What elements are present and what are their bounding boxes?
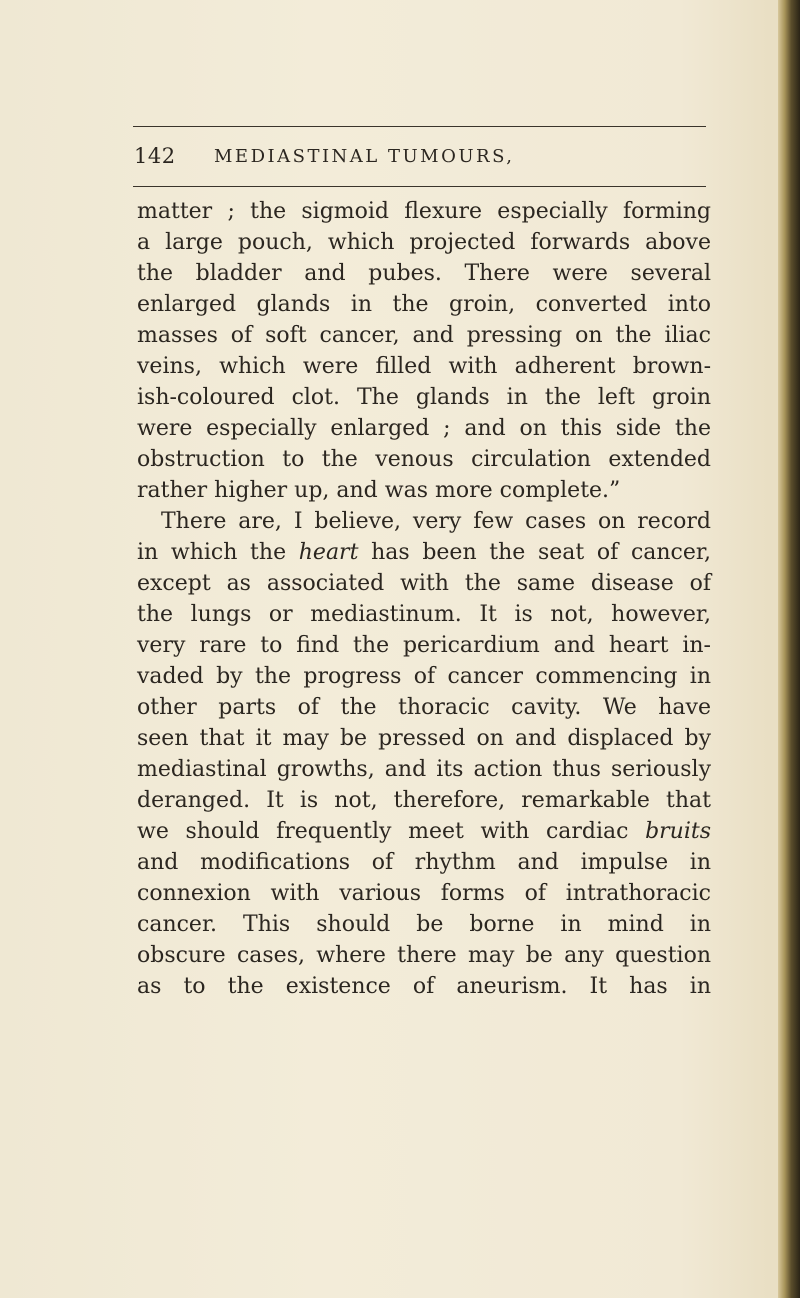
header-rule-bottom — [133, 186, 706, 187]
text-line: connexion with various forms of intrathoracic — [137, 881, 711, 906]
text-line: ish-coloured clot. The glands in the left groin — [137, 385, 711, 410]
text-line: obstruction to the venous circulation extended — [137, 447, 711, 472]
text-line — [137, 816, 711, 847]
page-edge — [778, 0, 800, 1298]
text-line: except as associated with the same disease of — [137, 571, 711, 596]
text-line: very rare to find the pericardium and heart in- — [137, 633, 711, 658]
text-line — [137, 537, 711, 568]
text-line: seen that it may be pressed on and displaced by — [137, 726, 711, 751]
body-text — [137, 196, 711, 1002]
text-line: masses of soft cancer, and pressing on the iliac — [137, 323, 711, 348]
text-line: deranged. It is not, therefore, remarkable that — [137, 788, 711, 813]
text-line: matter ; the sigmoid flexure especially forming — [137, 199, 711, 224]
text-line: and modifications of rhythm and impulse in — [137, 850, 711, 875]
text-line: vaded by the progress of cancer commencing in — [137, 664, 711, 689]
text-line: other parts of the thoracic cavity. We have — [137, 695, 711, 720]
text-line: a large pouch, which projected forwards above — [137, 230, 711, 255]
running-head: MEDIASTINAL TUMOURS, — [214, 146, 515, 167]
text-line: were especially enlarged ; and on this side the — [137, 416, 711, 441]
line-segment: we should frequently meet with cardiac — [137, 819, 646, 844]
text-line: enlarged glands in the groin, converted into — [137, 292, 711, 317]
page-number: 142 — [134, 144, 176, 168]
text-line: cancer. This should be borne in mind in — [137, 912, 711, 937]
text-line: There are, I believe, very few cases on record — [161, 509, 711, 534]
text-line: as to the existence of aneurism. It has in — [137, 974, 711, 999]
text-line: rather higher up, and was more complete.” — [137, 478, 621, 503]
text-line: the bladder and pubes. There were several — [137, 261, 711, 286]
italic-word: bruits — [645, 819, 711, 844]
text-line: obscure cases, where there may be any question — [137, 943, 711, 968]
text-line: veins, which were filled with adherent brown- — [137, 354, 711, 379]
header-rule-top — [133, 126, 706, 127]
line-segment: in which the — [137, 540, 299, 565]
text-line: mediastinal growths, and its action thus seriously — [137, 757, 711, 782]
italic-word: heart — [298, 540, 359, 565]
line-segment: has been the seat of cancer, — [358, 540, 711, 565]
text-line: the lungs or mediastinum. It is not, however, — [137, 602, 711, 627]
